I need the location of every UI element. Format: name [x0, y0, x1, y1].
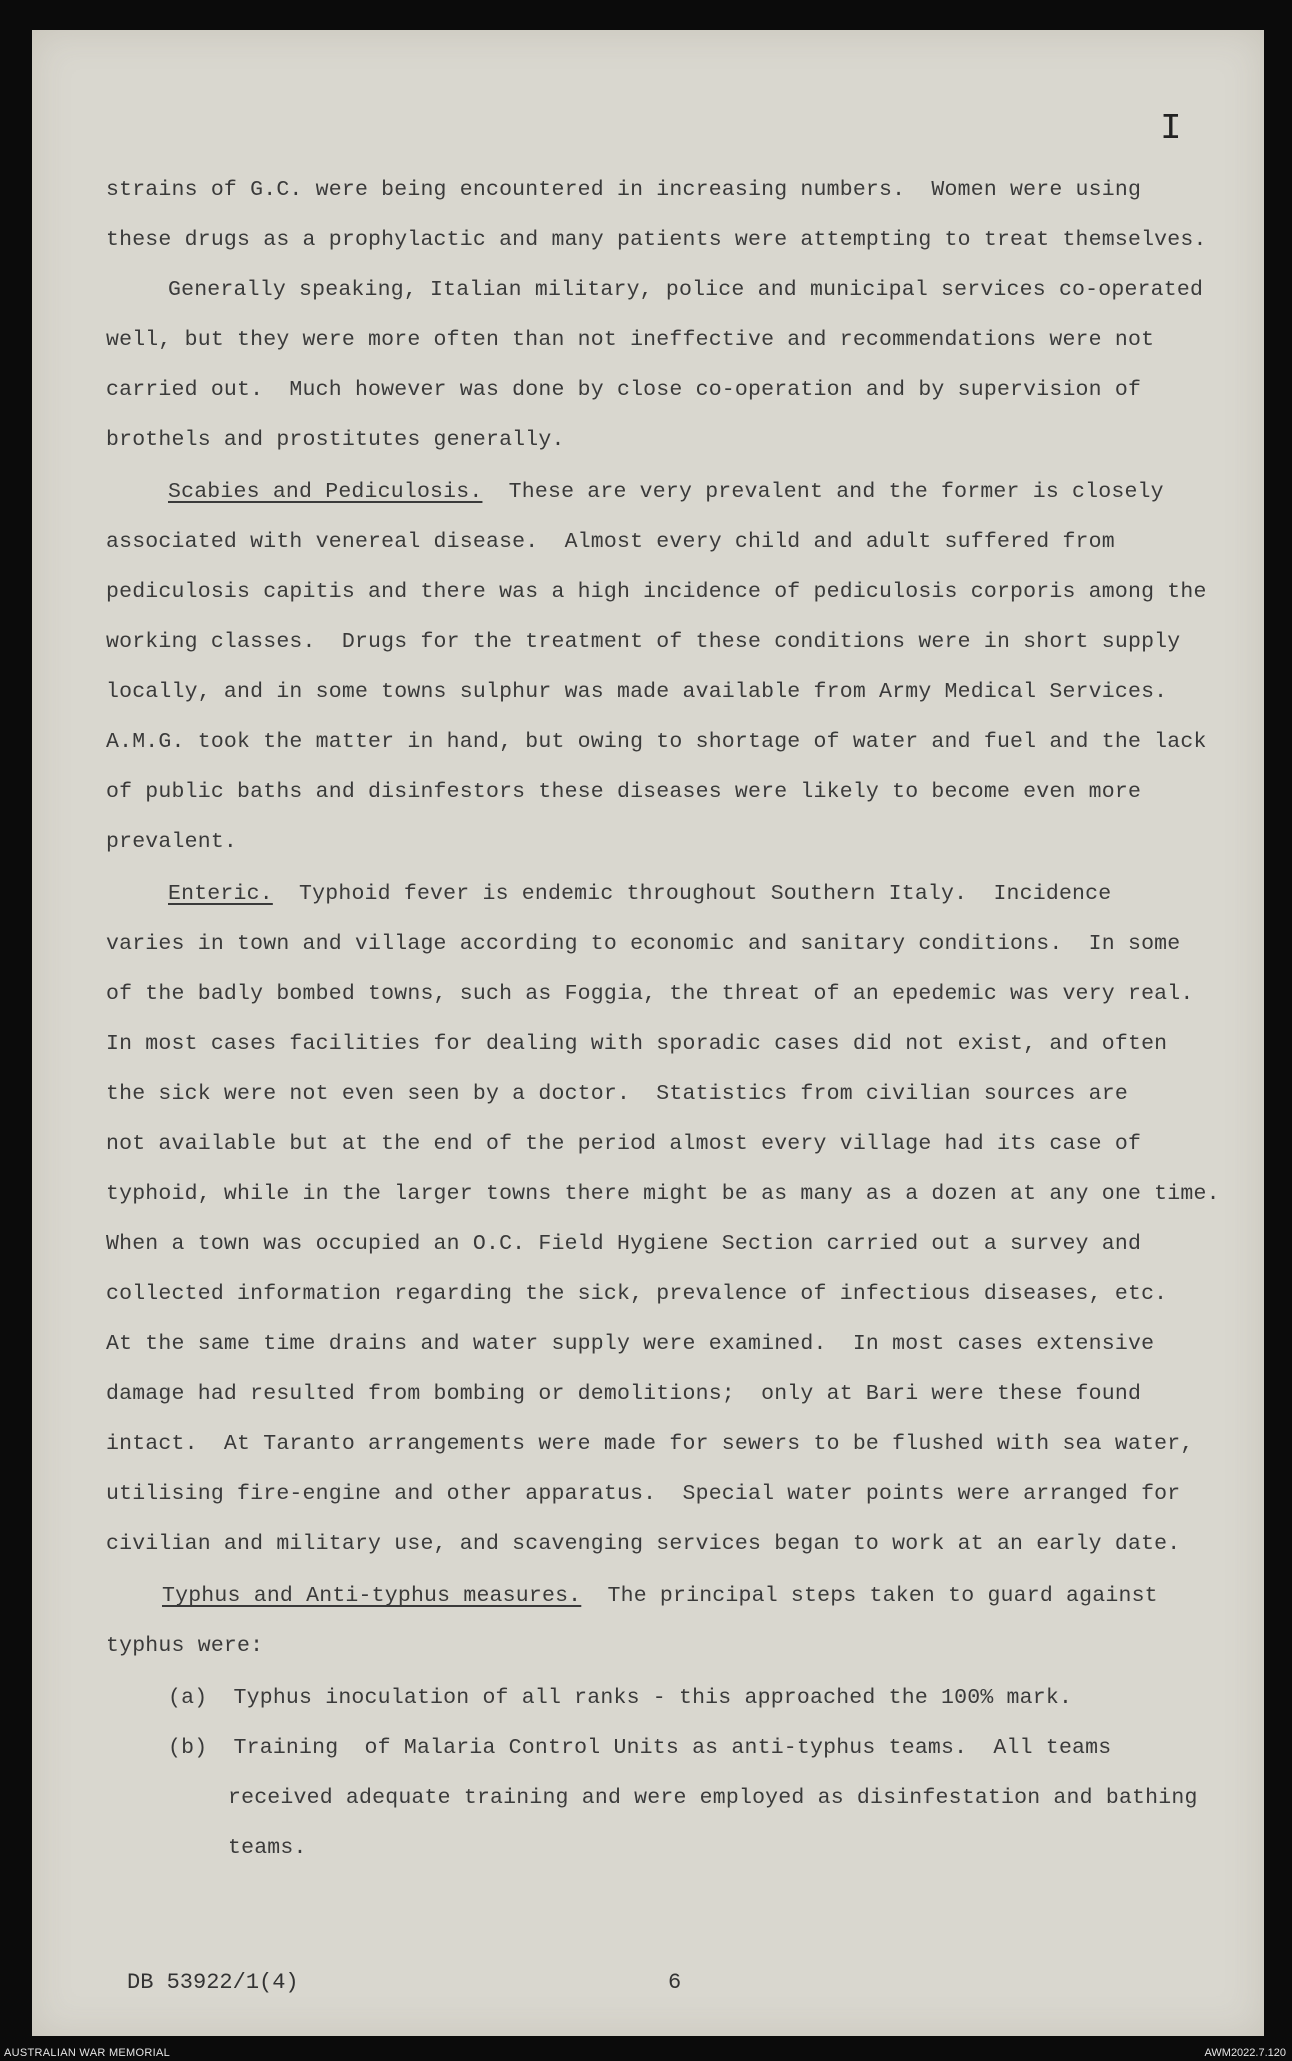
text-line: civilian and military use, and scavenging services began to work at an early date. — [106, 1532, 1181, 1556]
document-page — [32, 30, 1264, 2036]
text-line: teams. — [228, 1836, 307, 1860]
text-line: these drugs as a prophylactic and many patients were attempting to treat themselves. — [106, 228, 1207, 252]
text-line: not available but at the end of the period almost every village had its case of — [106, 1132, 1142, 1156]
text-line: Enteric. Typhoid fever is endemic throughout Southern Italy. Incidence — [168, 882, 1112, 906]
section-heading-typhus: Typhus and Anti-typhus measures. — [162, 1584, 582, 1608]
text-line: of public baths and disinfestors these diseases were likely to become even more — [106, 780, 1142, 804]
text-line: carried out. Much however was done by close co-operation and by supervision of — [106, 378, 1142, 402]
text-line: typhus were: — [106, 1634, 264, 1658]
text-line: Generally speaking, Italian military, police and municipal services co-operated — [168, 278, 1204, 302]
text-line: varies in town and village according to economic and sanitary conditions. In some — [106, 932, 1181, 956]
text-line: A.M.G. took the matter in hand, but owing to shortage of water and fuel and the lack — [106, 730, 1207, 754]
text-line: the sick were not even seen by a doctor. Statistics from civilian sources are — [106, 1082, 1128, 1106]
archive-id: AWM2022.7.120 — [1204, 2047, 1286, 2059]
text-line: of the badly bombed towns, such as Foggia, the threat of an epedemic was very real. — [106, 982, 1194, 1006]
text-line: utilising fire-engine and other apparatus. Special water points were arranged for — [106, 1482, 1181, 1506]
text-line: pediculosis capitis and there was a high incidence of pediculosis corporis among the — [106, 580, 1207, 604]
text-line: Typhus and Anti-typhus measures. The principal steps taken to guard against — [162, 1584, 1158, 1608]
list-item: (b) Training of Malaria Control Units as anti-typhus teams. All teams — [168, 1736, 1112, 1760]
section-heading-scabies: Scabies and Pediculosis. — [168, 480, 483, 504]
footer-reference: DB 53922/1(4) — [127, 1970, 299, 1995]
text-line: intact. At Taranto arrangements were made for sewers to be flushed with sea water, — [106, 1432, 1194, 1456]
text-line: associated with venereal disease. Almost every child and adult suffered from — [106, 530, 1115, 554]
text-line: Scabies and Pediculosis. These are very prevalent and the former is closely — [168, 480, 1164, 504]
text-line: When a town was occupied an O.C. Field Hygiene Section carried out a survey and — [106, 1232, 1142, 1256]
text-line: At the same time drains and water supply were examined. In most cases extensive — [106, 1332, 1155, 1356]
text-line: working classes. Drugs for the treatment of these conditions were in short supply — [106, 630, 1181, 654]
section-heading-enteric: Enteric. — [168, 882, 273, 906]
text-line: In most cases facilities for dealing with sporadic cases did not exist, and often — [106, 1032, 1168, 1056]
text-line: prevalent. — [106, 830, 238, 854]
text-line: brothels and prostitutes generally. — [106, 428, 565, 452]
list-item: (a) Typhus inoculation of all ranks - this approached the 100% mark. — [168, 1686, 1073, 1710]
text-line: strains of G.C. were being encountered in increasing numbers. Women were using — [106, 178, 1142, 202]
page-number: 6 — [668, 1970, 682, 1995]
text-line: received adequate training and were employed as disinfestation and bathing — [228, 1786, 1198, 1810]
text-line: locally, and in some towns sulphur was made available from Army Medical Services. — [106, 680, 1168, 704]
text-line: well, but they were more often than not ineffective and recommendations were not — [106, 328, 1155, 352]
text-line: typhoid, while in the larger towns there might be as many as a dozen at any one time. — [106, 1182, 1220, 1206]
text-line: collected information regarding the sick, prevalence of infectious diseases, etc. — [106, 1282, 1168, 1306]
text-line: damage had resulted from bombing or demolitions; only at Bari were these found — [106, 1382, 1142, 1406]
archive-caption: AUSTRALIAN WAR MEMORIAL — [4, 2047, 171, 2059]
handwritten-mark: I — [1160, 108, 1182, 149]
